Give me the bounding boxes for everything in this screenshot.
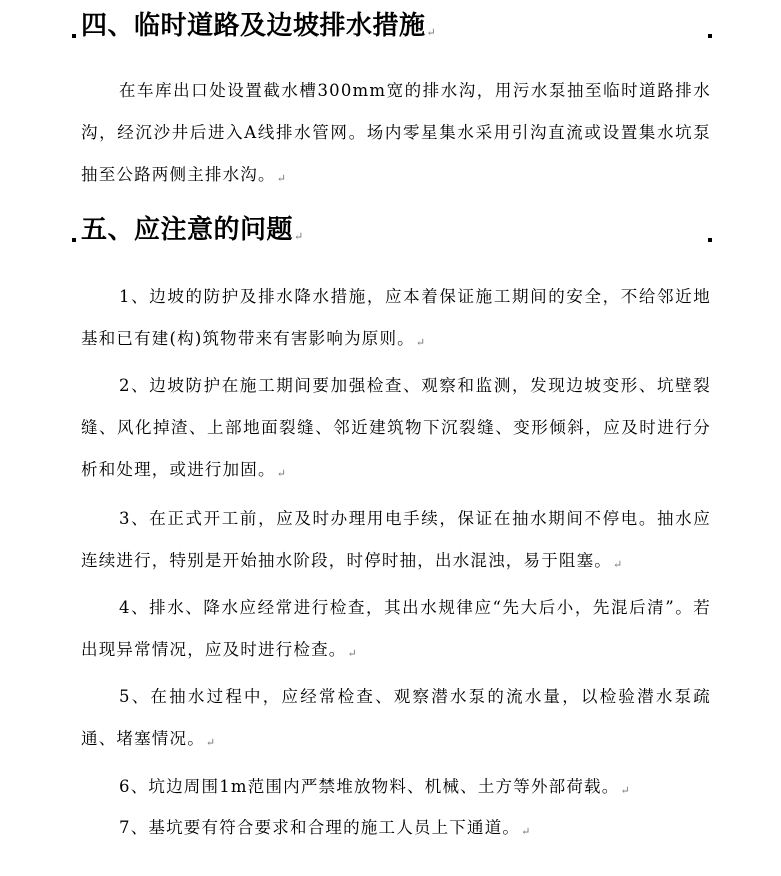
list-item-4-text: 4、排水、降水应经常进行检查，其出水规律应“先大后小，先混后清”。若出现异常情况，应及时进行检查。 [81, 598, 711, 659]
list-item-3-text: 3、在正式开工前，应及时办理用电手续，保证在抽水期间不停电。抽水应连续进行，特别是开始抽水阶段，时停时抽，出水混浊，易于阻塞。 [81, 509, 711, 570]
section-4-body-text: 在车库出口处设置截水槽300mm宽的排水沟，用污水泵抽至临时道路排水沟，经沉沙井后进入A线排水管网。场内零星集水采用引沟直流或设置集水坑泵抽至公路两侧主排水沟。 [81, 81, 711, 184]
list-item-1-text: 1、边坡的防护及排水降水措施，应本着保证施工期间的安全，不给邻近地基和已有建(构)筑物带来有害影响为原则。 [81, 287, 711, 348]
list-item-6-text: 6、坑边周围1m范围内严禁堆放物料、机械、土方等外部荷载。 [119, 777, 620, 796]
paragraph-mark-icon: ↵ [276, 172, 286, 185]
paragraph-mark-icon: ↵ [276, 467, 286, 480]
paragraph-mark-icon: ↵ [205, 736, 216, 749]
list-item-7-text: 7、基坑要有符合要求和合理的施工人员上下通道。 [119, 818, 521, 837]
heading-5-left-marker [72, 238, 76, 242]
list-item-2-text: 2、边坡防护在施工期间要加强检查、观察和监测，发现边坡变形、坑壁裂缝、风化掉渣、上部地面裂缝、邻近建筑物下沉裂缝、变形倾斜，应及时进行分析和处理，或进行加固。 [81, 376, 711, 479]
section-5-heading [81, 212, 303, 255]
section-4-heading [81, 8, 436, 51]
list-item-2 [81, 365, 711, 495]
section-4-heading-text: 四、临时道路及边坡排水措施 [81, 11, 426, 41]
list-item-3 [81, 498, 711, 586]
list-item-5 [81, 676, 711, 764]
paragraph-mark-icon: ↵ [347, 647, 357, 660]
list-item-5-text: 5、在抽水过程中，应经常检查、观察潜水泵的流水量，以检验潜水泵疏通、堵塞情况。 [81, 687, 711, 748]
heading-4-right-marker [708, 34, 712, 38]
list-item-4 [81, 587, 711, 675]
heading-4-left-marker [72, 34, 76, 38]
paragraph-mark-icon: ↵ [426, 26, 436, 39]
paragraph-mark-icon: ↵ [620, 784, 630, 797]
list-item-7 [81, 807, 711, 853]
list-item-1 [81, 276, 711, 364]
section-5-heading-text: 五、应注意的问题 [81, 215, 294, 245]
paragraph-mark-icon: ↵ [294, 230, 304, 243]
paragraph-mark-icon: ↵ [415, 336, 426, 349]
paragraph-mark-icon: ↵ [613, 558, 623, 571]
section-4-body [81, 70, 711, 200]
heading-5-right-marker [708, 238, 712, 242]
paragraph-mark-icon: ↵ [521, 825, 531, 838]
list-item-6 [81, 766, 711, 812]
